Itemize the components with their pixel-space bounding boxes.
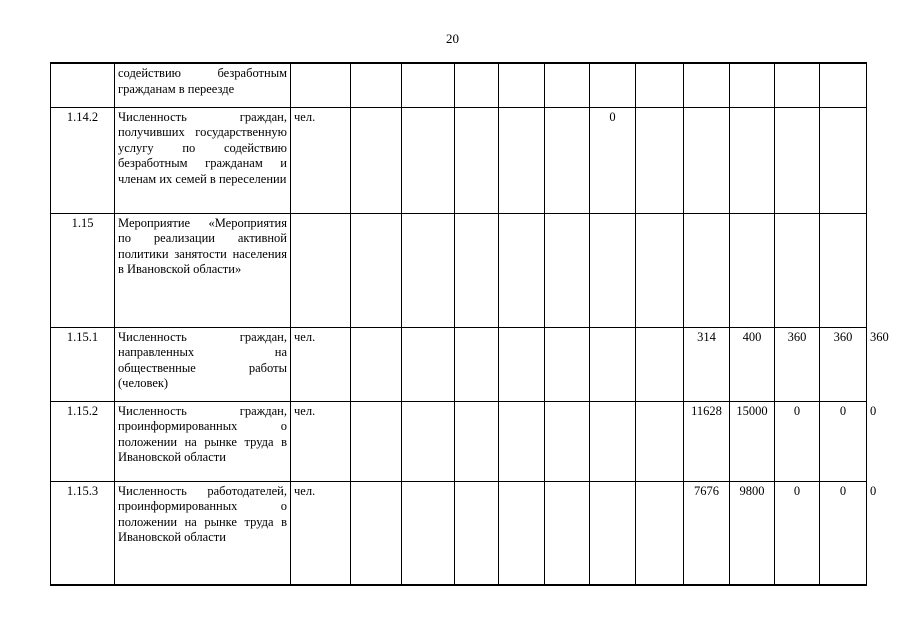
unit-cell: чел. — [291, 481, 351, 585]
indicator-name: Мероприятие «Мероприятия по реализации активной политики занятости населения в Ивановской области» — [115, 213, 291, 327]
value-cell: 360 — [775, 327, 820, 401]
value-cell — [455, 327, 499, 401]
value-cell: 0 — [820, 401, 867, 481]
value-cell — [820, 63, 867, 107]
value-cell — [402, 401, 455, 481]
value-cell — [455, 401, 499, 481]
row-number: 1.15.1 — [51, 327, 115, 401]
table-row — [51, 63, 867, 107]
value-cell — [351, 327, 402, 401]
value-cell — [636, 401, 684, 481]
value-cell: 0 — [775, 401, 820, 481]
value-cell — [402, 107, 455, 213]
value-cell — [545, 213, 590, 327]
value-cell — [684, 63, 730, 107]
value-cell — [499, 401, 545, 481]
value-cell: 0 — [820, 481, 867, 585]
unit-cell — [291, 63, 351, 107]
value-cell — [351, 401, 402, 481]
indicator-name: Численность граждан, проинформированных о положении на рынке труда в Ивановской области — [115, 401, 291, 481]
unit-cell: чел. — [291, 107, 351, 213]
value-cell — [730, 63, 775, 107]
row-number: 1.14.2 — [51, 107, 115, 213]
value-cell — [402, 327, 455, 401]
value-cell — [499, 107, 545, 213]
table-row: 1.15.2 Численность граждан, проинформированных о положении на рынке труда в Ивановской области чел. 11628 15000 0 0 0 — [51, 401, 867, 481]
indicator-name: Численность граждан, направленных на общественные работы (человек) — [115, 327, 291, 401]
value-cell — [545, 401, 590, 481]
value-cell: 400 — [730, 327, 775, 401]
value-cell — [402, 63, 455, 107]
value-cell — [351, 63, 402, 107]
indicator-name: Численность работодателей, проинформированных о положении на рынке труда в Ивановской области — [115, 481, 291, 585]
table-row — [51, 213, 867, 327]
value-cell — [775, 213, 820, 327]
value-cell — [636, 481, 684, 585]
value-cell — [455, 107, 499, 213]
value-cell — [636, 63, 684, 107]
value-cell — [684, 213, 730, 327]
value-cell: 9800 — [730, 481, 775, 585]
value-cell — [545, 327, 590, 401]
value-cell: 7676 — [684, 481, 730, 585]
value-cell — [455, 481, 499, 585]
value-cell — [820, 213, 867, 327]
value-cell — [545, 481, 590, 585]
value-cell — [684, 107, 730, 213]
value-cell — [351, 213, 402, 327]
row-number — [51, 63, 115, 107]
value-cell — [590, 327, 636, 401]
indicator-name: Численность граждан, получивших государственную услугу по содействию безработным гражданам и членам их семей в переселении — [115, 107, 291, 213]
value-cell — [351, 481, 402, 585]
value-cell — [820, 107, 867, 213]
value-cell — [402, 481, 455, 585]
row-number: 1.15.2 — [51, 401, 115, 481]
value-cell — [545, 63, 590, 107]
value-cell — [455, 63, 499, 107]
value-cell — [775, 107, 820, 213]
unit-cell — [291, 213, 351, 327]
value-cell — [636, 213, 684, 327]
unit-cell: чел. — [291, 401, 351, 481]
row-number: 1.15.3 — [51, 481, 115, 585]
value-cell: 0 — [590, 107, 636, 213]
value-cell — [499, 327, 545, 401]
table-row: 1.15.1 Численность граждан, направленных на общественные работы (человек) чел. 314 400 360 360 360 — [51, 327, 867, 401]
value-cell — [402, 213, 455, 327]
value-cell — [590, 401, 636, 481]
value-cell — [455, 213, 499, 327]
value-cell: 11628 — [684, 401, 730, 481]
value-cell: 314 — [684, 327, 730, 401]
value-cell — [775, 63, 820, 107]
value-cell — [351, 107, 402, 213]
page-number: 20 — [446, 31, 459, 46]
value-cell — [545, 107, 590, 213]
value-cell — [590, 63, 636, 107]
value-cell — [590, 481, 636, 585]
value-cell — [636, 327, 684, 401]
value-cell — [499, 481, 545, 585]
value-cell — [636, 107, 684, 213]
row-number: 1.15 — [51, 213, 115, 327]
indicator-table — [50, 62, 889, 586]
table-body — [51, 63, 889, 585]
value-cell — [499, 213, 545, 327]
indicator-name: содействию безработным гражданам в переезде — [115, 63, 291, 107]
value-cell — [730, 213, 775, 327]
table-row — [51, 107, 867, 213]
value-cell: 15000 — [730, 401, 775, 481]
value-cell — [590, 213, 636, 327]
value-cell: 0 — [775, 481, 820, 585]
value-cell — [730, 107, 775, 213]
value-cell: 360 — [820, 327, 867, 401]
table-row: 1.15.3 Численность работодателей, проинформированных о положении на рынке труда в Ивановской области чел. 7676 9800 0 0 0 — [51, 481, 867, 585]
value-cell — [499, 63, 545, 107]
unit-cell: чел. — [291, 327, 351, 401]
